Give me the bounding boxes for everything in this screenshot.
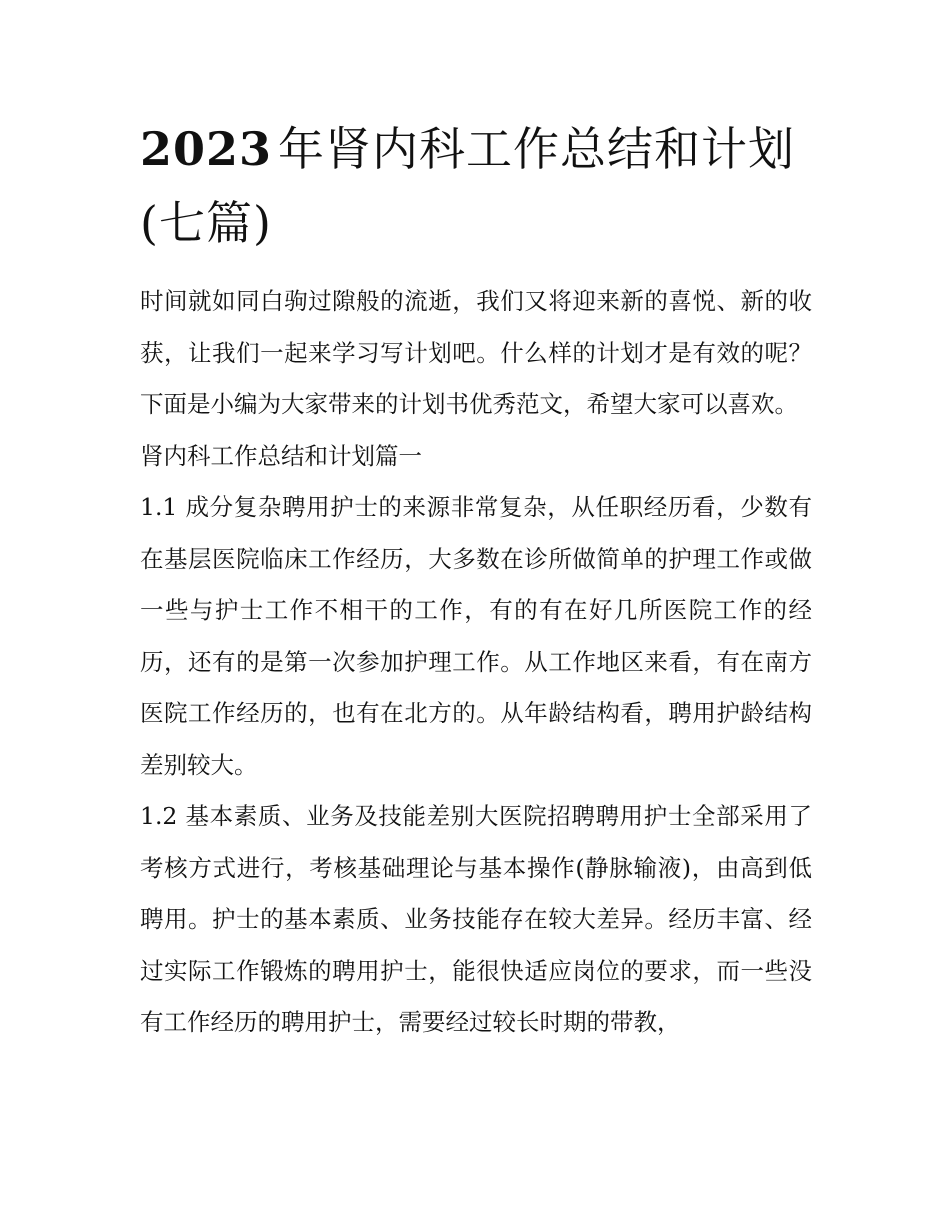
document-page [140,112,812,1049]
title-text: 年肾内科工作总结和计划(七篇) [140,122,796,250]
body-paragraph-1: 1.1 成分复杂聘用护士的来源非常复杂，从任职经历看，少数有在基层医院临床工作经历，大多数在诊所做简单的护理工作或做一些与护士工作不相干的工作，有的有在好几所医院工作的经历，还有的是第一次参加护理工作。从工作地区来看，有在南方医院工作经历的，也有在北方的。从年龄结构看，聘用护龄结构差别较大。 [140,493,812,779]
title-year: 2023 [140,122,273,176]
document-title [140,112,812,260]
intro-paragraph: 时间就如同白驹过隙般的流逝，我们又将迎来新的喜悦、新的收获，让我们一起来学习写计划吧。什么样的计划才是有效的呢？下面是小编为大家带来的计划书优秀范文，希望大家可以喜欢。 [140,287,812,418]
section-heading: 肾内科工作总结和计划篇一 [140,441,422,470]
body-paragraph-2: 1.2 基本素质、业务及技能差别大医院招聘聘用护士全部采用了考核方式进行，考核基础理论与基本操作(静脉输液)，由高到低聘用。护士的基本素质、业务技能存在较大差异。经历丰富、经过实际工作锻炼的聘用护士，能很快适应岗位的要求，而一些没有工作经历的聘用护士，需要经过较长时期的带教， [140,802,812,1036]
